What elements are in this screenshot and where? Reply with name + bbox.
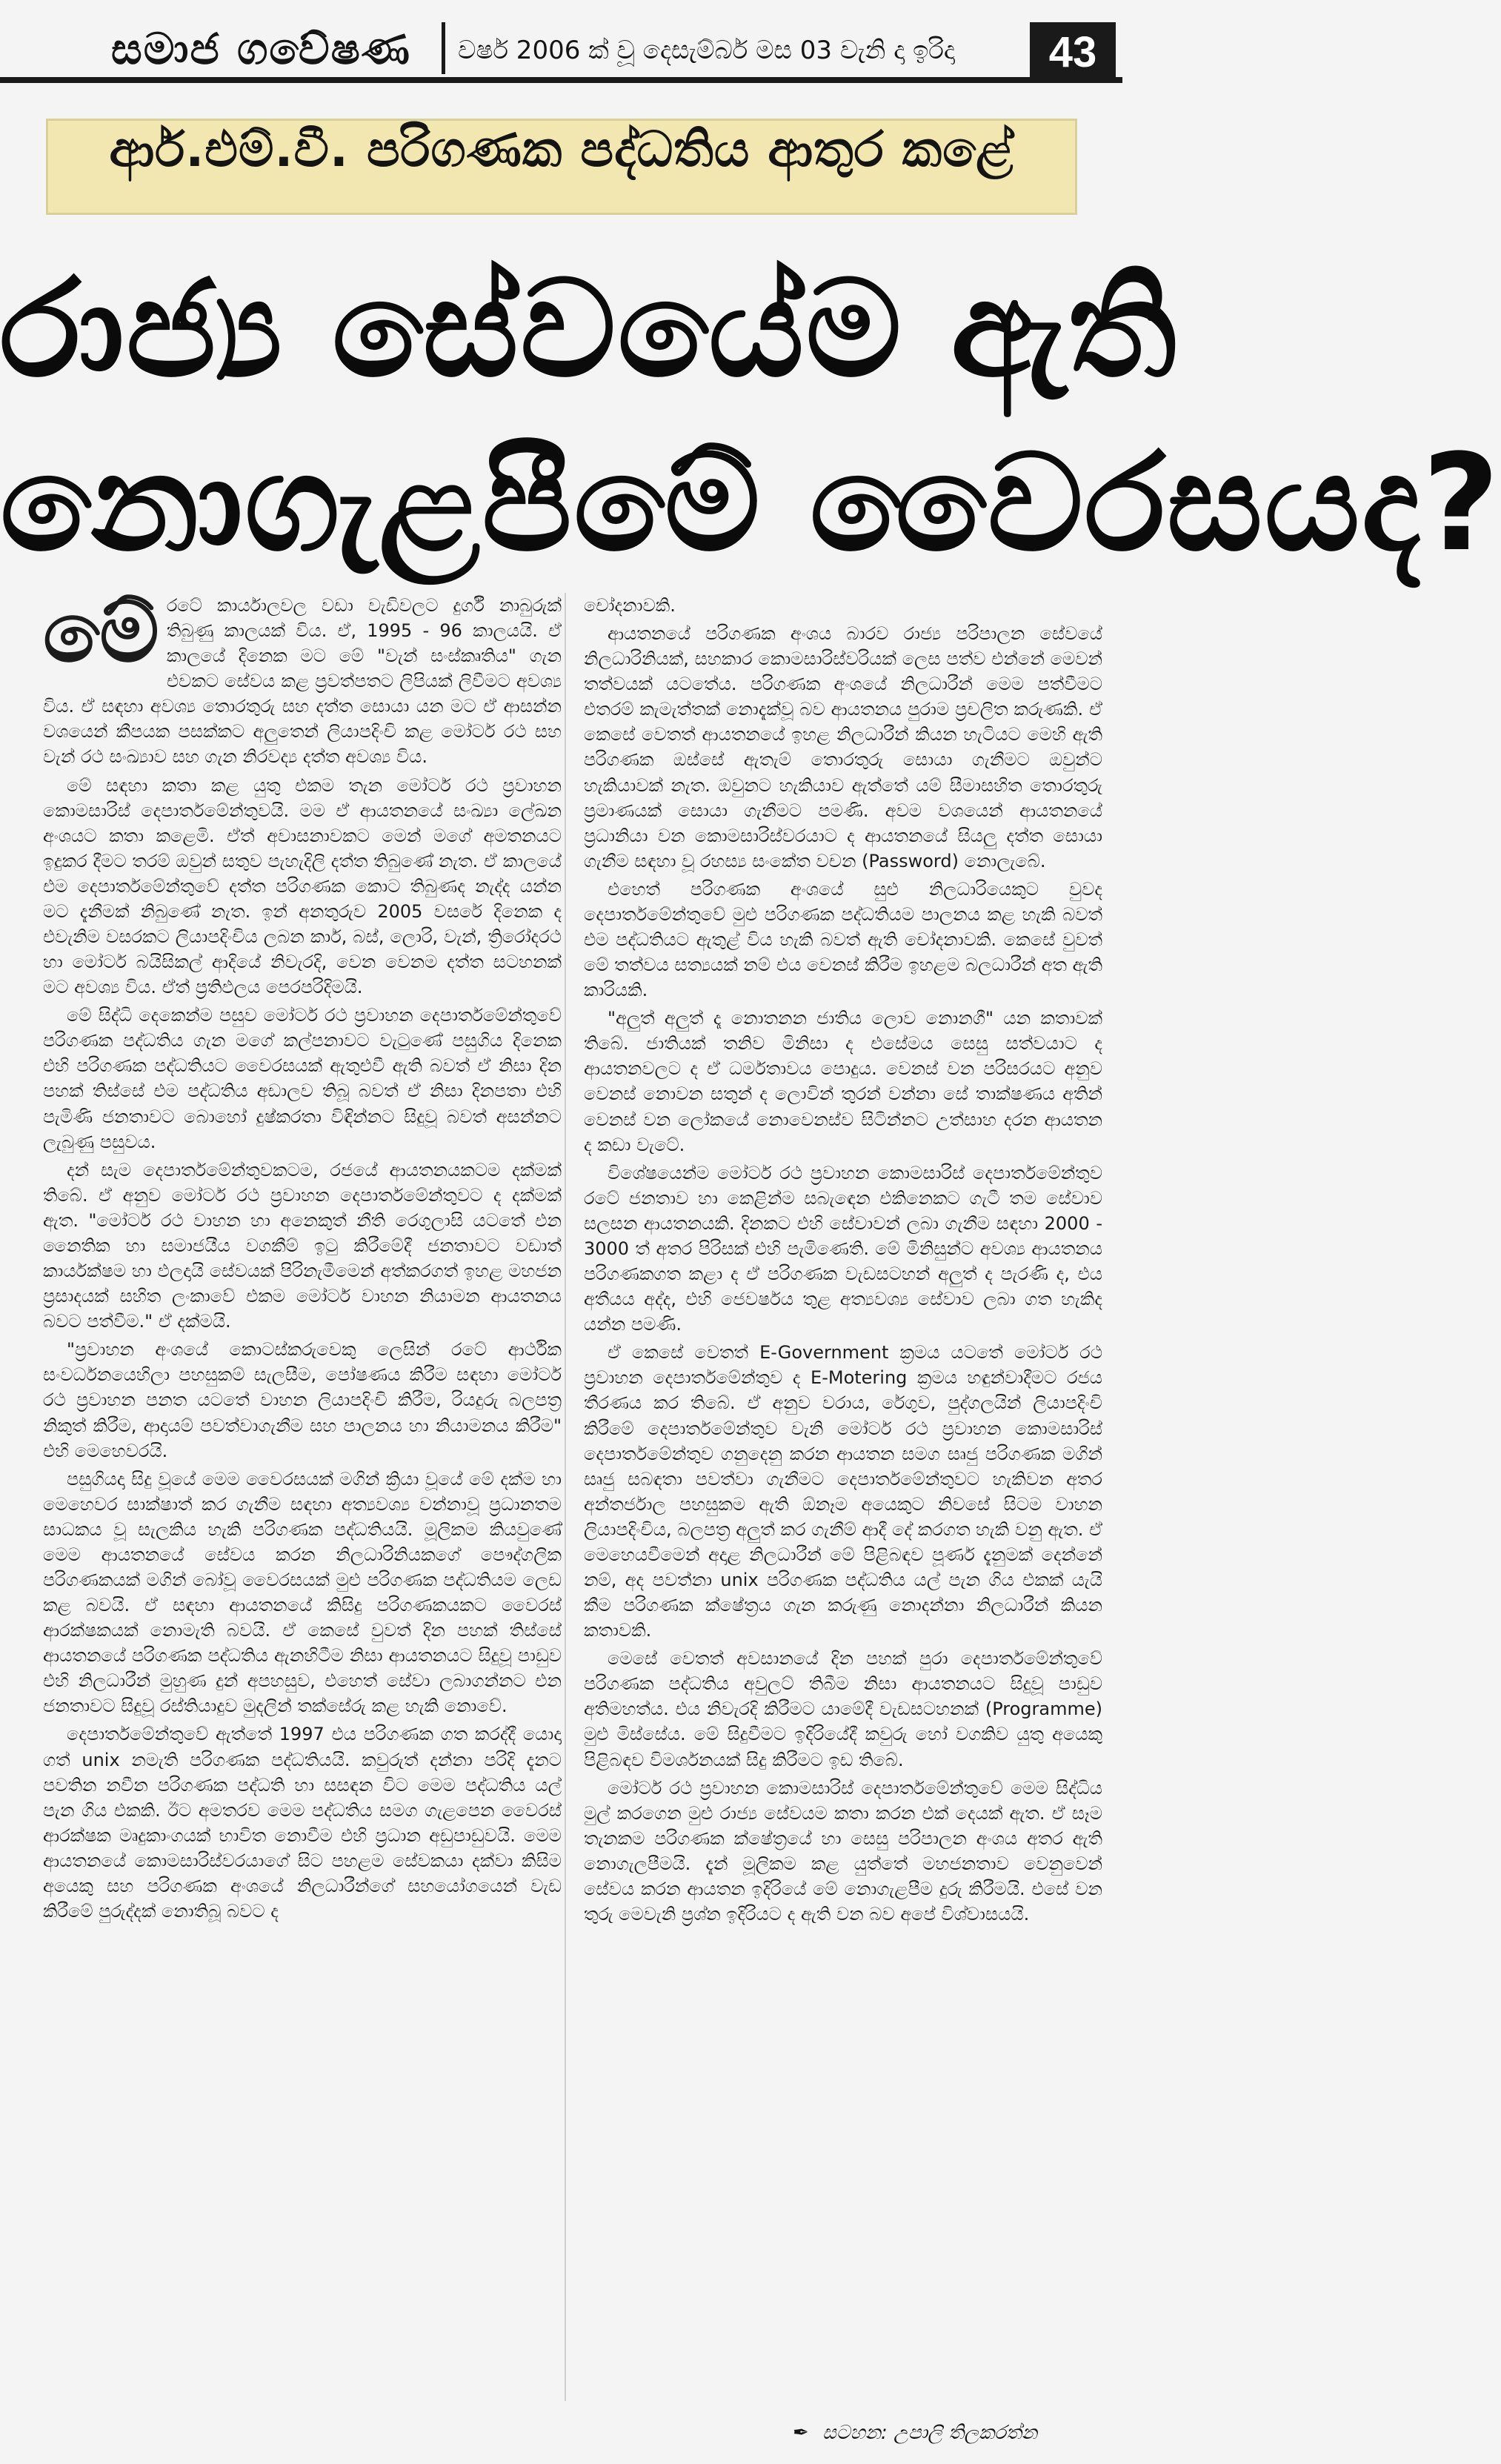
column-divider	[565, 593, 566, 2401]
byline-author: උපාලි තිලකරත්න	[893, 2422, 1038, 2444]
article-paragraph: මේ සිද්ධි දෙකෙන්ම පසුව මෝටර් රථ ප්‍රවාහන දෙපාර්තමේන්තුවේ පරිගණක පද්ධතිය ගැන මගේ කල්පනාවට වැටුණේ පසුගිය දිනෙක එහි පරිගණක පද්ධතියට වෛරසයක් ඇතුළුවී ඇති බවත් ඒ නිසා දින පහක් තිස්සේ එම පද්ධතිය අඩාලව තිබූ බවත් ඒ නිසා දිනපතා එහි පැමිණි ජනතාවට බොහෝ දුෂ්කරතා විඳින්නට සිදුවූ බවත් අසන්නට ලැබුණු පසුවය.	[43, 1005, 562, 1152]
article-paragraph: පසුගියදා සිදු වූයේ මෙම වෛරසයක් මගින් ක්‍රියා වූයේ මේ දක්ම හා මෙහෙවර සාක්ෂාත් කර ගැනීම සඳහා අත්‍යවශ්‍ය වන්නාවූ ප්‍රධානතම සාධකය වූ සැලකිය හැකි පරිගණක පද්ධතියයි. මූලිකම කියවුණේ මෙම ආයතනයේ සේවය කරන නිලධාරිනියකගේ පෞද්ගලික පරිගණකයක් මගින් බෝවූ වෛරසයක් මුළු පරිගණක පද්ධතියම ලෙඩ කළ බවයි. ඒ සඳහා ආයතනයේ කිසිදු පරිගණකයකට වෛරස් ආරක්ෂකයක් නොමැති බවයි. ඒ කෙසේ වුවත් දින පහක් තිස්සේ ආයතනයේ පරිගණක පද්ධතිය ඇනහිටීම නිසා ආයතනයට සිදුවූ පාඩුව එහි නිලධාරීන් මුහුණ දුන් අපහසුව, එහෙත් සේවා ලබාගන්නට එන ජනතාවට සිදුවූ රස්තියාදුව මුදලින් තක්සේරු කළ හැකි නොවේ.	[43, 1468, 562, 1717]
paragraph-text: රටේ කාර්යාලවල වඩා වැඩිවලට දුර්ගී නාබුරුක් තිබුණු කාලයක් විය. ඒ, 1995 - 96 කාලයයි. ඒ කාලයේ දිනෙක මට මේ "වැන් සංස්කෘතිය" ගැන එවකට සේවය කළ ප්‍රවත්පතට ලිපියක් ලිවීමට අවශ්‍ය විය. ඒ සඳහා අවශ්‍ය තොරතුරු සහ දත්ත සොයා යන මට ඒ ආසන්න වශයෙන් කීපයක පසක්කට අලුතෙන් ලියාපදිංචි කළ මෝටර් රථ සහ වැන් රථ සංඛ්‍යාව සහ ගැන නිරවද්‍ය දත්ත අවශ්‍ය විය.	[43, 595, 562, 768]
kicker-box	[46, 119, 1077, 215]
drop-cap: මේ	[43, 585, 159, 681]
article-paragraph: දෙපාර්තමේන්තුවේ ඇත්තේ 1997 එය පරිගණක ගත කරද්දී යොදා ගත් unix නමැති පරිගණක පද්ධතියයි. කවුරුත් දන්නා පරිදි දැනට පවතින නවීන පරිගණක පද්ධති හා සසඳන විට මෙම පද්ධතිය යල් පැන ගිය එකකි. ඊට අමතරව මෙම පද්ධතිය සමග ගැළපෙන වෛරස් ආරක්ෂක මෘදුකාංගයක් භාවිත නොවීම එහි ප්‍රධාන අඩුපාඩුවයි. මෙම ආයතනයේ කොමසාරිස්වරයාගේ සිට පහළම සේවකයා දක්වා කිසිම අයෙකු සහ පරිගණක අංශයේ නිලධාරීන්ගේ සහයෝගයෙන් වැඩ කිරීමේ පුරුද්දක් නොතිබූ බවට ද	[43, 1724, 562, 1922]
article-paragraph: "අලුත් අලුත් දෑ නොතනන ජාතිය ලොව නොනගී" යන කතාවක් තිබේ. ජාතියක් තනිව මිනිසා ද එසේමය සෙසු සත්වයාට ද ආයතනවලට ද ඒ ධර්මතාවය පොදුය. වෙනස් වන පරිසරයට අනුව වෙනස් නොවන සතුන් ද ලොවින් තුරන් වන්නා සේ තාක්ෂණය අතින් වෙනස් වන ලෝකයේ නොවෙනස්ව සිටින්නට උත්සාහ දරන ආයතන ද කඩා වැටේ.	[584, 1008, 1102, 1155]
headline-line-2: නොගැළපීමේ වෛරසයද?	[0, 426, 1501, 581]
header-rule	[0, 77, 1122, 83]
article-paragraph: චෝදනාවකි.	[584, 595, 676, 616]
page-number: 43	[1030, 22, 1116, 83]
article-paragraph	[43, 585, 562, 770]
article-paragraph: විශේෂයෙන්ම මෝටර් රථ ප්‍රවාහන කොමසාරිස් දෙපාර්තමේන්තුව රටේ ජනතාව හා කෙළින්ම සබැඳෙන එකිනෙකට ගැටී තම සේවාව සලසන ආයතනයකි. දිනකට එහි සේවාවන් ලබා ගැනීම සඳහා 2000 - 3000 ත් අතර පිරිසක් එහි පැමිණෙති. මේ මිනිසුන්ට අවශ්‍ය ආයතනය පරිගණකගත කළා ද ඒ පරිගණක වැඩසටහන් අලුත් ද පැරණි ද, එය අතීයය අද්ද, එහි ජෙවර්ෂය තුළ අත්‍යවශ්‍ය සේවාව ලබා ගත හැකිද යන්න පමණි.	[584, 1162, 1102, 1335]
article-paragraph: දන් සැම දෙපාර්තමේන්තුවකටම, රජයේ ආයතනයකටම දක්මක් තිබේ. ඒ අනුව මෝටර් රථ ප්‍රවාහන දෙපාර්තමේන්තුවට ද දක්මක් ඇත. "මෝටර් රථ වාහන හා අනෙකුත් නීති රෙගුලාසි යටතේ එන නෛතික හා සමාජයීය වගකීම් ඉටු කිරීමේදී ජනතාවට වඩාත් කාර්යක්ෂම හා ඵලදායි සේවයක් පිරිනැමීමෙන් අත්කරගත් ඉහළ මහජන ප්‍රසාදයක් සහිත ලංකාවේ එකම මෝටර් වාහන නියාමන ආයතනය බවට පත්වීම." ඒ දක්මයි.	[43, 1159, 562, 1332]
section-title: සමාජ ගවේෂණ	[111, 24, 412, 74]
headline-line-1: රාජ්‍ය සේවයේම ඇති	[0, 252, 1178, 407]
issue-date: වර්ෂ 2006 ක් වූ දෙසැම්බර් මස 03 වැනි දා ඉරිදා	[458, 36, 956, 65]
article-column-left	[43, 585, 562, 1927]
article-paragraph: "ප්‍රවාහන අංශයේ කොටස්කරුවෙකු ලෙසින් රටේ ආර්ථික සංවර්ධනයෙහිලා පහසුකම් සැලසීම, පෝෂණය කිරීම සඳහා මෝටර් රථ ප්‍රවාහන පනත යටතේ වාහන ලියාපදිංචි කිරීම, රියදුරු බලපත්‍ර නිකුත් කිරීම, ආදායම් පවත්වාගැනීම සහ පාලනය හා නියාමනය කිරීම" එහි මෙහෙවරයි.	[43, 1339, 562, 1461]
byline-prefix: සටහන:	[822, 2422, 888, 2444]
header-divider	[442, 22, 445, 74]
article-paragraph: ආයතනයේ පරිගණක අංශය බාරව රාජ්‍ය පරිපාලන සේවයේ නිලධාරිනියක්, සහකාර කොමසාරිස්වරියක් ලෙස පත්ව එන්නේ මෙවන් තත්වයක් යටතේය. පරිගණක අංශයේ නිලධාරීන් මෙම පත්වීමට එතරම් කැමැත්තක් නොදැක්වූ බව ආයතනය පුරාම ප්‍රචලිත කරුණකි. ඒ කෙසේ වෙතත් ආයතනයේ ඉහළ නිලධාරීන් කියන හැටියට මෙහි ඇති පරිගණක ඔස්සේ ඇතැම් තොරතුරු සොයා ගැනීමට ඔවුන්ට හැකියාවක් නැත. ඔවුනට හැකියාව ඇත්තේ යම් සීමාසහිත තොරතුරු ප්‍රමාණයක් සොයා ගැනීමට පමණි. අවම වශයෙන් ආයතනයේ ප්‍රධානියා වන කොමසාරිස්වරයාට ද ආයතනයේ සියලු දත්ත සොයා ගැනීම සඳහා වූ රහස්‍ය සංකේත වචන (Password) නොලැබේ.	[584, 623, 1102, 871]
kicker-text: ආර්.එම්.වී. පරිගණක පද්ධතිය ආතුර කළේ	[109, 121, 1014, 178]
article-paragraph: මෙසේ වෙතත් අවසානයේ දින පහක් පුරා දෙපාර්තමේන්තුවේ පරිගණක පද්ධතිය අවුලට් තිබීම නිසා ආයතනයට සිදුවූ පාඩුව අතිමහත්ය. එය නිවැරදි කිරීමට යාමේදී වැඩසටහනක් (Programme) මුළු මිස්සේය. මේ සිදුවීමට ඉදිරියේදී කවුරු හෝ වගකිව යුතු අයෙකු පිළිබඳව විමර්ශනයක් සිදු කිරීමට ඉඩ තිබේ.	[584, 1648, 1102, 1770]
pen-icon: ✒	[793, 2422, 809, 2444]
byline	[793, 2422, 1037, 2445]
article-paragraph: එහෙත් පරිගණක අංශයේ සුළු නිලධාරියෙකුට වුවද දෙපාර්තමේන්තුවේ මුළු පරිගණක පද්ධතියම පාලනය කළ හැකි බවත් එම පද්ධතියට ඇතුළ් විය හැකි බවත් ඇති චෝදනාවකි. කෙසේ වුවත් මේ තත්වය සත්‍යයක් නම් එය වෙනස් කිරීම ඉහළම බලධාරීන් අත ඇති කාරියකි.	[584, 878, 1102, 1001]
article-column-right	[584, 593, 1102, 1930]
article-paragraph: මෝටර් රථ ප්‍රවාහන කොමසාරිස් දෙපාර්තමේන්තුවේ මෙම සිද්ධිය මුල් කරගෙන මුළු රාජ්‍ය සේවයම කතා කරන එක් දෙයක් ඇත. ඒ සෑම තැනකම පරිගණක ක්ෂේත්‍රයේ හා සෙසු පරිපාලන අංශය අතර ඇති නොගැලපීමයි. දැන් මූලිකම කළ යුත්තේ මහජනතාව වෙනුවෙන් සේවය කරන ආයතන ඉදිරියේ මේ නොගැළපීම දුරු කිරීමයි. එසේ වන තුරු මෙවැනි ප්‍රශ්න ඉදිරියට ද ඇති වන බව අපේ විශ්වාසයයි.	[584, 1777, 1102, 1925]
page-header	[0, 0, 1122, 87]
article-paragraph: මේ සඳහා කතා කළ යුතු එකම තැන මෝටර් රථ ප්‍රවාහන කොමසාරිස් දෙපාර්තමේන්තුවයි. මම ඒ ආයතනයේ සංඛ්‍යා ලේඛන අංශයට කතා කළෙමි. ඒත් අවාසනාවකට මෙන් මගේ අමතනයට ඉදුකර දීමට තරම් ඔවුන් සතුව පැහැදිලි දත්ත තිබුණේ නැත. ඒ කාලයේ එම දෙපාර්තමේන්තුවේ දත්ත පරිගණක කොට තිබුණද නැද්ද යන්න මට දැනීමක් නිබුණේ නැත. ඉන් අනතුරුව 2005 වසරේ දිනෙක ද එවැනිම වසරකට ලියාපදිංචිය ලබන කාර්, බස්, ලොරි, වැන්, ත්‍රිරෝදරථ හා මෝටර් බයිසිකල් ආදියේ නිවැරදි, වෙන වෙනම දත්ත සටහනක් මට අවශ්‍ය විය. ඒත් ප්‍රතිඵලය පෙරපරිදිමයි.	[43, 774, 562, 998]
article-paragraph: ඒ කෙසේ වෙතත් E-Government ක්‍රමය යටතේ මෝටර් රථ ප්‍රවාහන දෙපාර්තමේන්තුව ද E-Motering ක්‍රමය හඳුන්වාදීමට රජය තීරණය කර තිබේ. ඒ අනුව වරාය, රේගුව, පුද්ගලයින් ලියාපදිංචි කිරීමේ දෙපාර්තමේන්තුව වැනි මෝටර් රථ ප්‍රවාහන කොමසාරිස් දෙපාර්තමේන්තුව ගනුදෙනු කරන ආයතන සමග සෘජු පරිගණක මගින් සෘජු සබඳතා පවත්වා ගැනීමට දෙපාර්තමේන්තුවට හැකිවන අතර අන්තර්ජාල පහසුකම ඇති ඕනෑම අයෙකුට නිවසේ සිටම වාහන ලියාපදිංචිය, බලපත්‍ර අලුත් කර ගැනීම් ආදී දේ කරගත හැකි වනු ඇත. ඒ මෙහෙයවීමෙන් අදාළ නිලධාරීන් මේ පිළිබඳව පූර්ණ දැනුමක් දෙන්නේ නම්, අද පවත්නා unix පරිගණක පද්ධතිය යල් පැන ගිය එකක් යැයි කීම පරිගණක ක්ෂේත්‍රය ගැන කරුණු නොදන්නා නිලධාරීන් කියන කතාවකි.	[584, 1342, 1102, 1641]
